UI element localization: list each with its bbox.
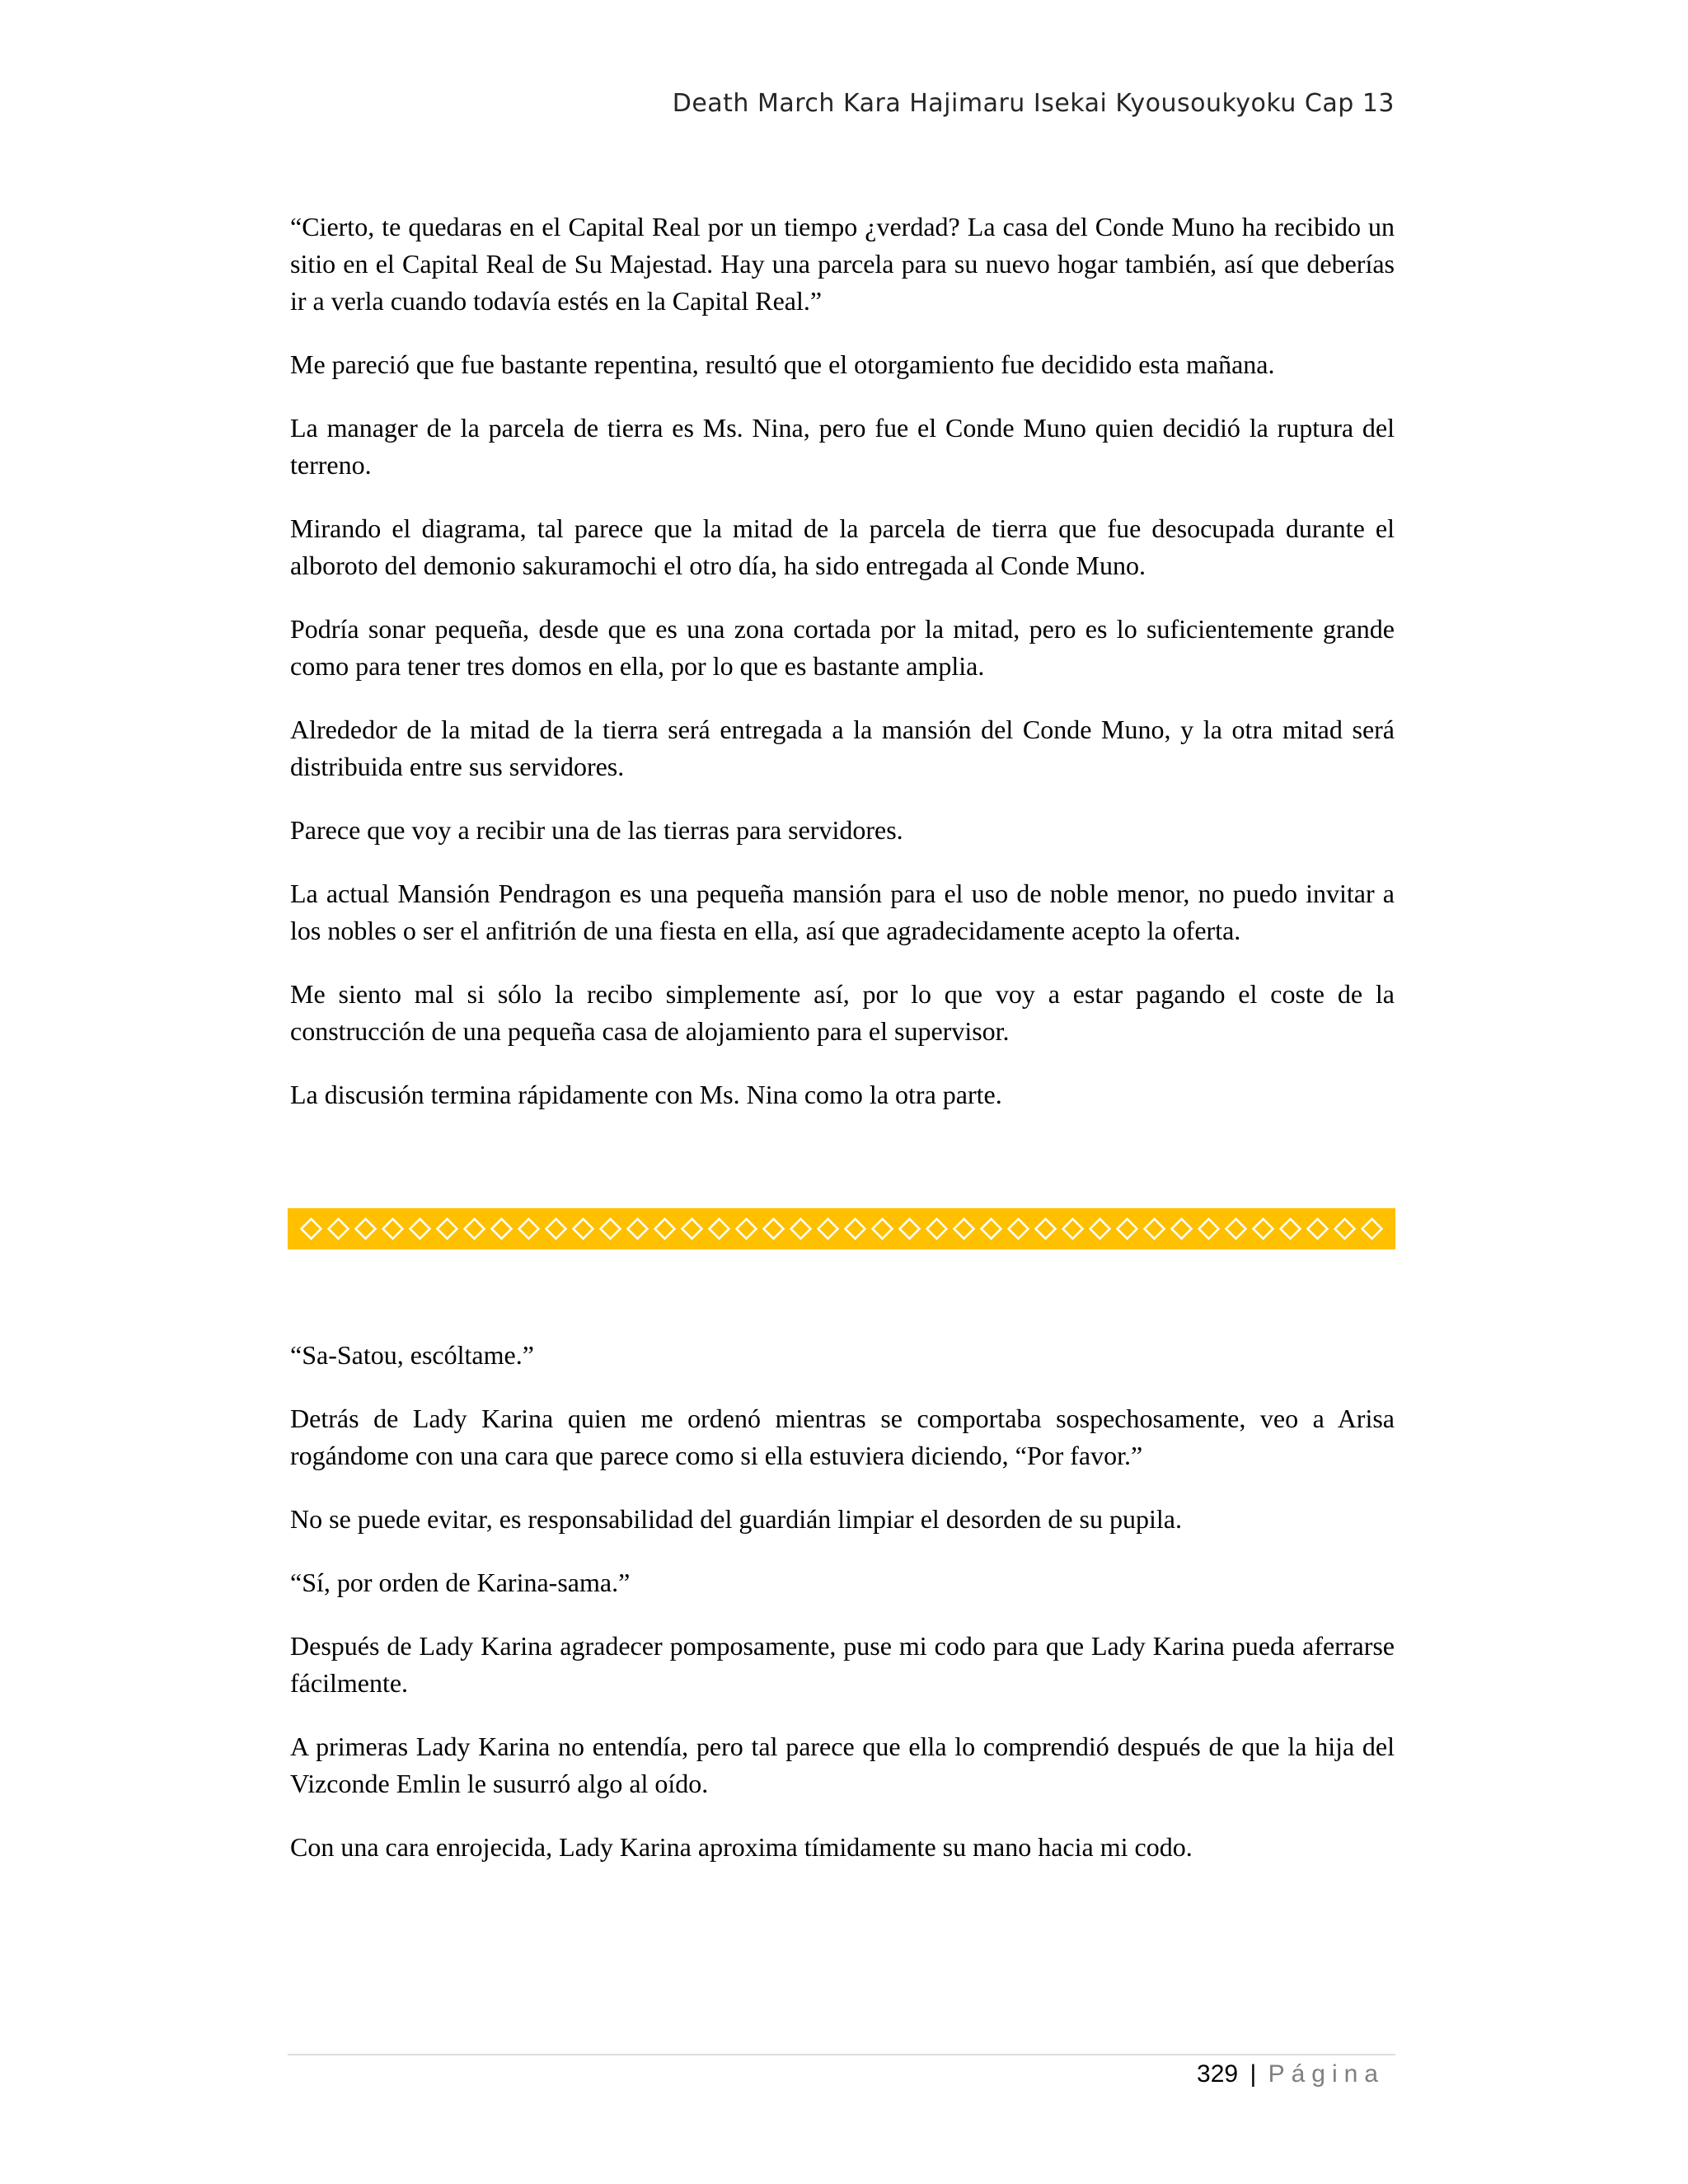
diamond-ornament-row	[298, 1216, 1386, 1241]
diamond-ornament-icon	[438, 1219, 457, 1239]
running-header: Death March Kara Hajimaru Isekai Kyousoukyoku Cap 13	[672, 89, 1395, 118]
paragraph: Alrededor de la mitad de la tierra será entregada a la mansión del Conde Muno, y la otra mitad será distribuida entre sus servidores.	[290, 715, 1395, 781]
diamond-ornament-icon	[818, 1219, 838, 1239]
paragraph: Parece que voy a recibir una de las tierras para servidores.	[290, 815, 903, 845]
diamond-ornament-icon	[791, 1219, 811, 1239]
diamond-ornament-icon	[492, 1219, 512, 1239]
diamond-ornament-icon	[329, 1219, 349, 1239]
diamond-ornament-icon	[383, 1219, 403, 1239]
paragraph: Con una cara enrojecida, Lady Karina aproxima tímidamente su mano hacia mi codo.	[290, 1832, 1193, 1862]
scene-break-divider	[288, 1208, 1395, 1249]
diamond-ornament-icon	[682, 1219, 702, 1239]
paragraph: Después de Lady Karina agradecer pomposamente, puse mi codo para que Lady Karina pueda aferrarse fácilmente.	[290, 1631, 1395, 1698]
diamond-ornament-icon	[982, 1219, 1001, 1239]
diamond-ornament-icon	[465, 1219, 485, 1239]
page-number: 329	[1197, 2060, 1239, 2088]
diamond-ornament-icon	[302, 1219, 321, 1239]
diamond-ornament-icon	[846, 1219, 865, 1239]
diamond-ornament-icon	[655, 1219, 675, 1239]
diamond-ornament-icon	[1036, 1219, 1056, 1239]
section-text-after-divider	[290, 1337, 1395, 1892]
page-word: Página	[1268, 2060, 1385, 2088]
paragraph: “Sa-Satou, escóltame.”	[290, 1340, 534, 1370]
paragraph: Me siento mal si sólo la recibo simplemente así, por lo que voy a estar pagando el coste de la construcción de una pequeña casa de alojamiento para el supervisor.	[290, 979, 1395, 1046]
diamond-ornament-icon	[1199, 1219, 1219, 1239]
diamond-ornament-icon	[764, 1219, 784, 1239]
diamond-ornament-icon	[873, 1219, 893, 1239]
page-footer	[1197, 2060, 1385, 2088]
paragraph: “Sí, por orden de Karina-sama.”	[290, 1568, 631, 1597]
section-text-before-divider	[290, 209, 1395, 1140]
paragraph: La discusión termina rápidamente con Ms. Nina como la otra parte.	[290, 1080, 1002, 1109]
diamond-ornament-icon	[356, 1219, 376, 1239]
footer-divider-line	[288, 2054, 1395, 2055]
diamond-ornament-icon	[546, 1219, 566, 1239]
diamond-ornament-icon	[519, 1219, 539, 1239]
diamond-ornament-icon	[601, 1219, 621, 1239]
diamond-ornament-icon	[1254, 1219, 1273, 1239]
diamond-ornament-icon	[710, 1219, 729, 1239]
diamond-ornament-icon	[574, 1219, 593, 1239]
paragraph: La actual Mansión Pendragon es una pequeña mansión para el uso de noble menor, no puedo invitar a los nobles o ser el anfitrión de una fiesta en ella, así que agradecidamente acepto la oferta.	[290, 879, 1395, 945]
paragraph: Podría sonar pequeña, desde que es una zona cortada por la mitad, pero es lo suficientemente grande como para tener tres domos en ella, por lo que es bastante amplia.	[290, 614, 1395, 681]
paragraph: A primeras Lady Karina no entendía, pero tal parece que ella lo comprendió después de que la hija del Vizconde Emlin le susurró algo al oído.	[290, 1732, 1395, 1798]
diamond-ornament-icon	[1063, 1219, 1083, 1239]
diamond-ornament-icon	[628, 1219, 648, 1239]
diamond-ornament-icon	[1226, 1219, 1246, 1239]
diamond-ornament-icon	[1090, 1219, 1110, 1239]
diamond-ornament-icon	[954, 1219, 974, 1239]
footer-separator: |	[1250, 2060, 1257, 2088]
diamond-ornament-icon	[927, 1219, 947, 1239]
diamond-ornament-icon	[737, 1219, 757, 1239]
diamond-ornament-icon	[1172, 1219, 1192, 1239]
diamond-ornament-icon	[1118, 1219, 1137, 1239]
diamond-ornament-icon	[1145, 1219, 1165, 1239]
paragraph: No se puede evitar, es responsabilidad del guardián limpiar el desorden de su pupila.	[290, 1504, 1182, 1534]
paragraph: Detrás de Lady Karina quien me ordenó mientras se comportaba sospechosamente, veo a Arisa rogándome con una cara que parece como si ella estuviera diciendo, “Por favor.”	[290, 1404, 1395, 1470]
diamond-ornament-icon	[900, 1219, 920, 1239]
diamond-ornament-icon	[1009, 1219, 1029, 1239]
diamond-ornament-icon	[1335, 1219, 1355, 1239]
paragraph: Mirando el diagrama, tal parece que la mitad de la parcela de tierra que fue desocupada durante el alboroto del demonio sakuramochi el otro día, ha sido entregada al Conde Muno.	[290, 513, 1395, 580]
diamond-ornament-icon	[1308, 1219, 1328, 1239]
diamond-ornament-icon	[1362, 1219, 1382, 1239]
paragraph: La manager de la parcela de tierra es Ms. Nina, pero fue el Conde Muno quien decidió la ruptura del terreno.	[290, 413, 1395, 480]
paragraph: Me pareció que fue bastante repentina, resultó que el otorgamiento fue decidido esta mañana.	[290, 349, 1275, 379]
diamond-ornament-icon	[410, 1219, 430, 1239]
paragraph: “Cierto, te quedaras en el Capital Real por un tiempo ¿verdad? La casa del Conde Muno ha recibido un sitio en el Capital Real de Su Majestad. Hay una parcela para su nuevo hogar también, así que deberías ir a verla cuando todavía estés en la Capital Real.”	[290, 212, 1395, 316]
diamond-ornament-icon	[1281, 1219, 1301, 1239]
